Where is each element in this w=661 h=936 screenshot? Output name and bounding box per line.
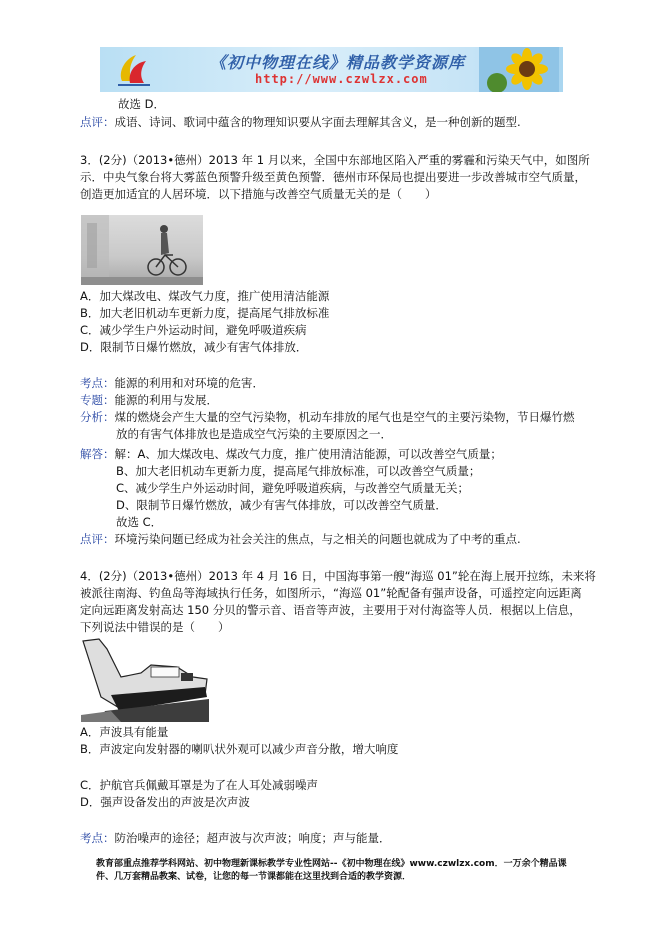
q3-jieda-c: C、减少学生户外运动时间，避免呼吸道疾病，与改善空气质量无关； [116, 481, 470, 495]
kaodian-text: 防治噪声的途径；超声波与次声波；响度；声与能量． [114, 831, 391, 845]
q4-stem-line: 下列说法中错误的是（ ） [80, 620, 230, 634]
prev-comment [80, 114, 521, 130]
site-logo-icon [114, 51, 154, 89]
q3-stem-line: 示．中央气象台将大雾蓝色预警升级至黄色预警．德州市环保局也提出要进一步改善城市空气质量， [80, 170, 586, 184]
dianping-text: 环境污染问题已经成为社会关注的焦点，与之相关的问题也就成为了中考的重点. [114, 532, 521, 546]
comment-label: 点评： [80, 115, 115, 129]
cyclist-figure-icon [81, 215, 203, 285]
q3-stem-line: 3．(2分)（2013•德州）2013 年 1 月以来，全国中东部地区陷入严重的雾霾和污染天气中，如图所 [80, 153, 590, 167]
q3-option-b: B．加大老旧机动车更新力度，提高尾气排放标准 [80, 306, 330, 320]
q3-fenxi [80, 409, 575, 425]
q4-stem-line: 定向远距离发射高达 150 分贝的警示音、语音等声波，主要用于对付海盗等人员．根据以上信息， [80, 603, 581, 617]
smog-cyclist-photo [81, 215, 203, 285]
zhuanti-label: 专题： [80, 393, 115, 407]
prev-answer: 故选 D． [118, 97, 166, 111]
ship-photo [81, 637, 209, 722]
comment-text: 成语、诗词、歌词中蕴含的物理知识要从字面去理解其含义，是一种创新的题型. [114, 115, 521, 129]
q4-stem-line: 被派往南海、钓鱼岛等海域执行任务，如图所示，“海巡 01”轮配备有强声设备，可遥控定向远距离 [80, 586, 582, 600]
q3-option-c: C．减少学生户外运动时间，避免呼吸道疾病 [80, 323, 307, 337]
q3-jieda-d: D、限制节日爆竹燃放，减少有害气体排放，可以改善空气质量． [116, 498, 447, 512]
q3-option-a: A．加大煤改电、煤改气力度，推广使用清洁能源 [80, 289, 330, 303]
fenxi-text: 煤的燃烧会产生大量的空气污染物，机动车排放的尾气也是空气的主要污染物，节日爆竹燃 [114, 410, 575, 424]
jieda-label: 解答： [80, 447, 115, 461]
dianping-label: 点评： [80, 532, 115, 546]
q3-stem-line: 创造更加适宜的人居环境．以下措施与改善空气质量无关的是（ ） [80, 187, 437, 201]
q3-fenxi-cont: 放的有害气体排放也是造成空气污染的主要原因之一． [116, 427, 392, 441]
q3-option-d: D．限制节日爆竹燃放，减少有害气体排放． [80, 340, 308, 354]
fenxi-label: 分析： [80, 410, 115, 424]
page-footer [96, 858, 576, 884]
q4-option-a: A．声波具有能量 [80, 725, 169, 739]
q4-option-b: B．声波定向发射器的喇叭状外观可以减少声音分散，增大响度 [80, 742, 399, 756]
kaodian-label: 考点： [80, 376, 115, 390]
footer-line: 件、几万套精品教案、试卷，让您的每一节课都能在这里找到合适的教学资源． [96, 872, 412, 882]
q4-option-d: D．强声设备发出的声波是次声波 [80, 795, 250, 809]
q3-jieda-answer: 故选 C． [116, 515, 163, 529]
q3-jieda [80, 446, 502, 462]
ship-figure-icon [81, 637, 209, 722]
banner-title: 《初中物理在线》精品教学资源库 [210, 53, 466, 72]
q3-dianping [80, 531, 521, 547]
header-banner [100, 47, 563, 92]
q3-jieda-b: B、加大老旧机动车更新力度，提高尾气排放标准，可以改善空气质量； [116, 464, 481, 478]
footer-line: 教育部重点推荐学科网站、初中物理新课标教学专业性网站--《初中物理在线》www.czwlzx.com．一万余个精品课 [96, 859, 567, 869]
q4-stem-line: 4．(2分)（2013•德州）2013 年 4 月 16 日，中国海事第一艘“海巡 01”轮在海上展开拉练，未来将 [80, 569, 596, 583]
kaodian-label: 考点： [80, 831, 115, 845]
sunflower-icon [479, 47, 559, 92]
jieda-text: 解：A、加大煤改电、煤改气力度，推广使用清洁能源，可以改善空气质量； [114, 447, 502, 461]
banner-url[interactable]: http://www.czwlzx.com [255, 72, 428, 86]
q3-zhuanti [80, 392, 218, 408]
q4-kaodian [80, 830, 391, 846]
zhuanti-text: 能源的利用与发展． [114, 393, 218, 407]
kaodian-text: 能源的利用和对环境的危害． [114, 376, 264, 390]
q3-kaodian [80, 375, 264, 391]
q4-option-c: C．护航官兵佩戴耳罩是为了在人耳处减弱噪声 [80, 778, 319, 792]
